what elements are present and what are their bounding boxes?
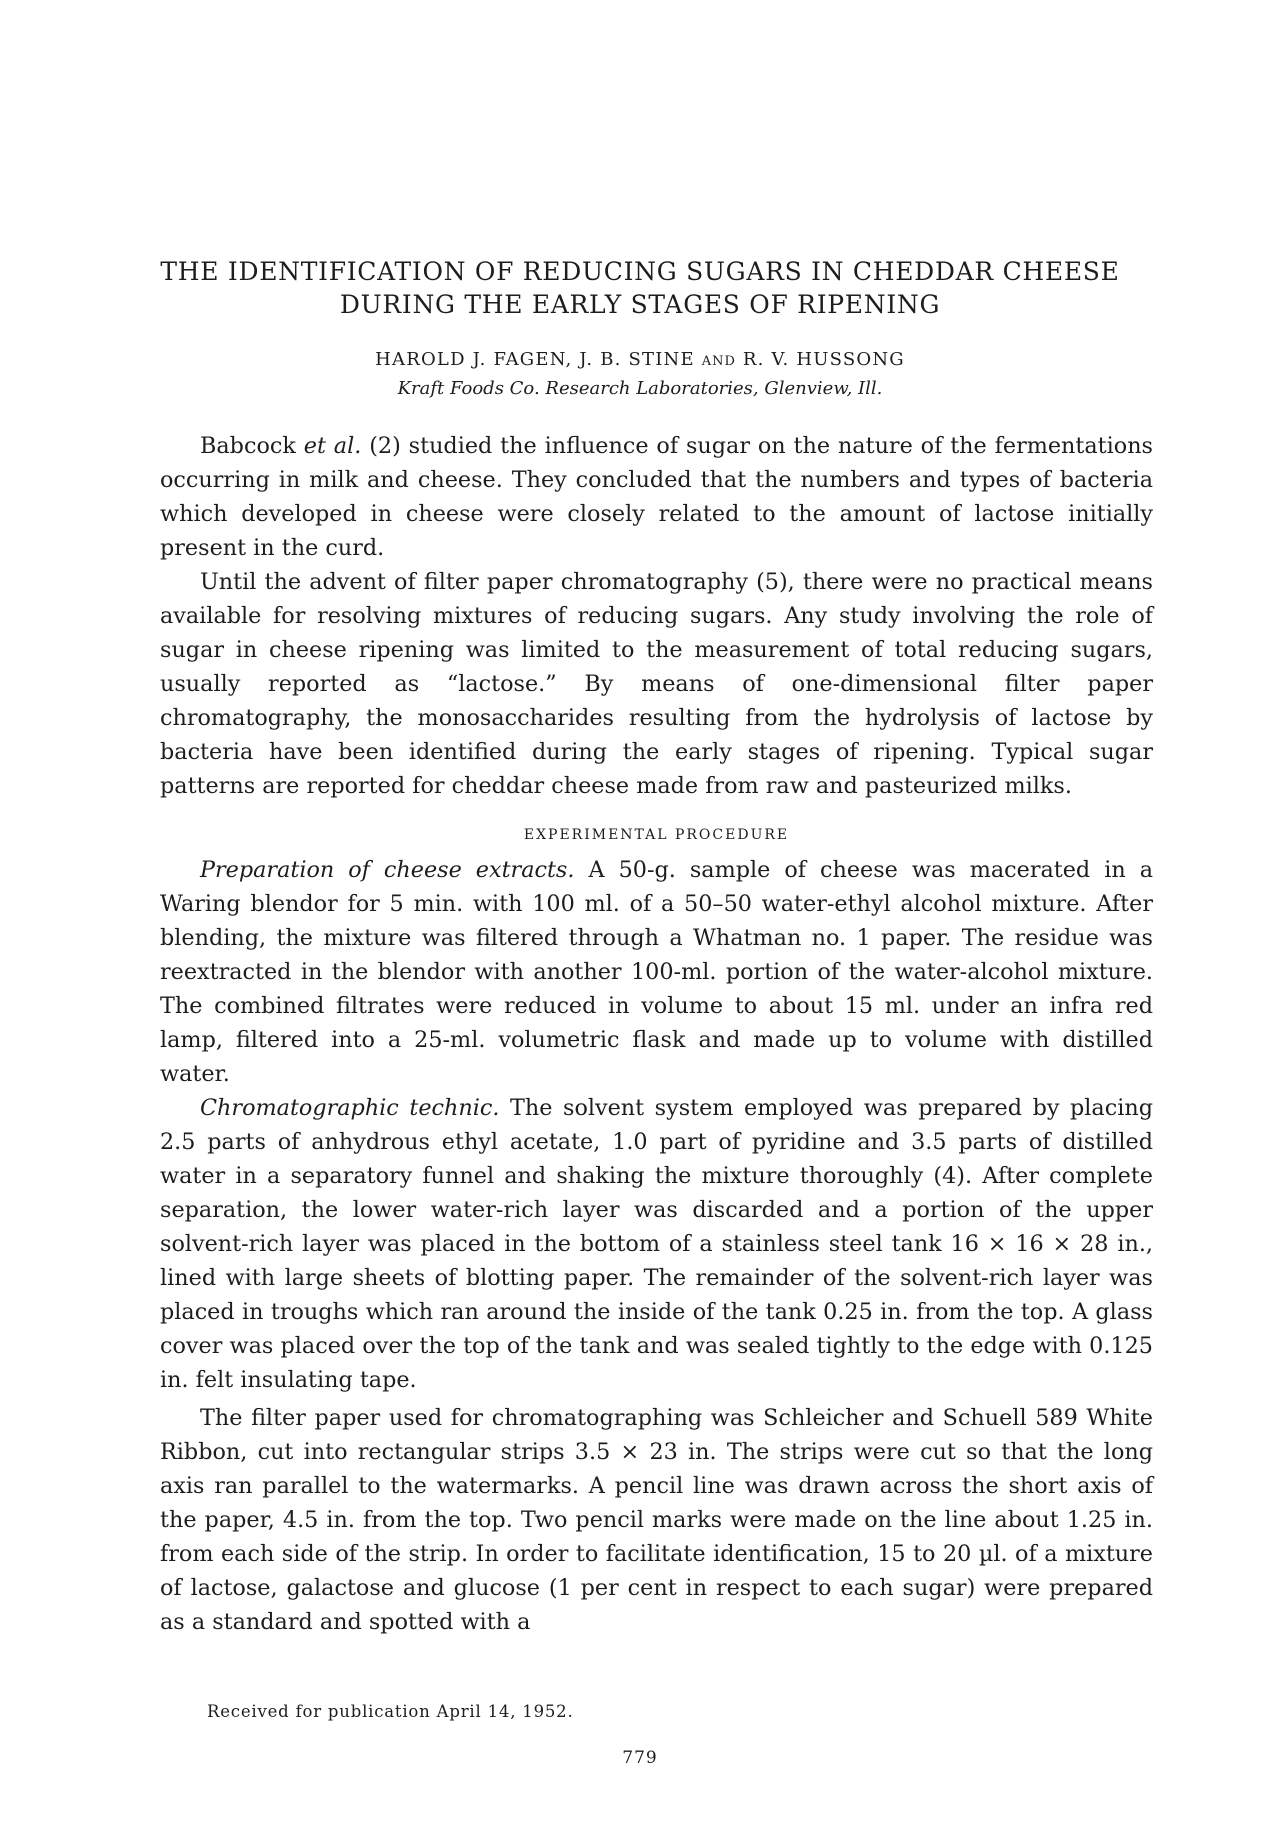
chromatographic-text: The solvent system employed was prepared by placing 2.5 parts of anhydrous ethyl acetate, 1.0 part of pyridine and 3.5 parts of distilled water in a separatory funnel and shaking the mixture thoroughly (4). After complete separation, the lower water-rich layer was discarded and a portion of the upper solvent-rich layer was placed in the bottom of a stainless steel tank 16 × 16 × 28 in., lined with large sheets of blotting paper. The remainder of the solvent-rich layer was placed in troughs which ran around the inside of the tank 0.25 in. from the top. A glass cover was placed over the top of the tank and was sealed tightly to the edge with 0.125 in. felt insulating tape. [160,1095,1153,1393]
preparation-subheading: Preparation of cheese extracts. [200,857,575,883]
author-list [150,349,1130,373]
authors-part-1: HAROLD J. FAGEN, J. B. STINE [375,349,695,370]
preparation-text: A 50-g. sample of cheese was macerated in a Waring blendor for 5 min. with 100 ml. of a 50–50 water-ethyl alcohol mixture. After blending, the mixture was filtered through a Whatman no. 1 paper. The residue was reextracted in the blendor with another 100-ml. portion of the water-alcohol mixture. The combined filtrates were reduced in volume to about 15 ml. under an infra red lamp, filtered into a 25-ml. volumetric flask and made up to volume with distilled water. [160,857,1153,1087]
article-header [150,255,1130,401]
article-title [150,255,1130,321]
article-body [160,429,1153,1639]
author-affiliation: Kraft Foods Co. Research Laboratories, Glenview, Ill. [397,378,883,399]
title-line-2: DURING THE EARLY STAGES OF RIPENING [339,290,941,319]
chromatographic-subheading: Chromatographic technic. [200,1095,500,1121]
title-line-1: THE IDENTIFICATION OF REDUCING SUGARS IN CHEDDAR CHEESE [160,257,1120,286]
page-number: 779 [622,1748,658,1768]
section-heading: EXPERIMENTAL PROCEDURE [523,827,790,843]
intro-paragraph-2: Until the advent of filter paper chromatography (5), there were no practical means available for resolving mixtures of reducing sugars. Any study involving the role of sugar in cheese ripening was limited to the measurement of total reducing sugars, usually reported as “lactose.” By means of one-dimensional filter paper chromatography, the monosaccharides resulting from the hydrolysis of lactose by bacteria have been identified during the early stages of ripening. Typical sugar patterns are reported for cheddar cheese made from raw and pasteurized milks. [160,569,1153,799]
intro-p1-text-a: Babcock [200,433,304,459]
intro-p1-text-b: (2) studied the influence of sugar on the nature of the fermentations occurring in milk and cheese. They concluded that the numbers and types of bacteria which developed in cheese were closely related to the amount of lactose initially present in the curd. [160,433,1153,561]
intro-paragraph-1 [160,429,1153,565]
authors-and: AND [701,354,736,369]
intro-p1-et-al: et al. [303,433,362,459]
received-footnote: Received for publication April 14, 1952. [207,1702,574,1721]
authors-part-2: R. V. HUSSONG [742,349,905,370]
chromatographic-paragraph [160,1091,1153,1397]
preparation-paragraph [160,853,1153,1091]
filter-paper-paragraph: The filter paper used for chromatographing was Schleicher and Schuell 589 White Ribbon, cut into rectangular strips 3.5 × 23 in. The strips were cut so that the long axis ran parallel to the watermarks. A pencil line was drawn across the short axis of the paper, 4.5 in. from the top. Two pencil marks were made on the line about 1.25 in. from each side of the strip. In order to facilitate identification, 15 to 20 µl. of a mixture of lactose, galactose and glucose (1 per cent in respect to each sugar) were prepared as a standard and spotted with a [160,1405,1153,1635]
